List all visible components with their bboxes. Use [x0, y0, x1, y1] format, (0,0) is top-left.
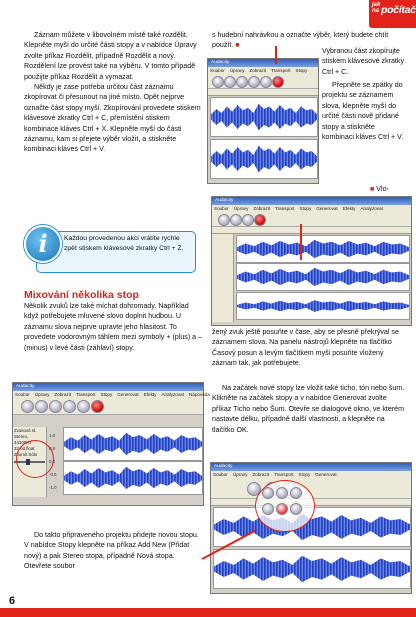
stop-button[interactable] [242, 214, 254, 226]
skip-end-button[interactable] [77, 400, 90, 413]
record-button[interactable] [91, 400, 104, 413]
record-button[interactable] [254, 214, 266, 226]
footer-bar [0, 608, 416, 617]
paragraph: Přepněte se zpátky do projektu se záznamem slova, klepněte myší do určité části nově přidané stopy a stiskněte kombinaci kláves Ctrl + V. [322, 81, 404, 142]
paragraph: Na začátek nové stopy lze vložit také ticho, tón nebo šum. Klikněte na začátek stopy a v nabídce Generovat zvolte příkaz Ticho nebo Šum. Otevře se dialogové okno, ve kterém nastavte délku, případně další vlastnosti, a klepněte na tlačítko OK. [212, 384, 405, 434]
menu-bar: Soubor Úpravy Zobrazit Transport Stopy Generovat Efekty Analyzovat [212, 205, 411, 212]
record-button[interactable] [272, 76, 284, 88]
pause-button[interactable] [212, 76, 224, 88]
highlight-circle [16, 440, 54, 478]
skip-start-button[interactable] [248, 76, 260, 88]
waveform-track[interactable] [63, 461, 203, 495]
time-shift-tool-icon[interactable] [276, 503, 288, 515]
logo-line2: na [372, 8, 380, 14]
multi-tool-icon[interactable] [290, 503, 302, 515]
window-titlebar: Audacity [13, 383, 203, 391]
screenshot-audacity-paste: Audacity Soubor Úpravy Zobrazit Transport Stopy Generovat Efekty Analyzovat [211, 196, 412, 326]
callout-line [300, 224, 302, 260]
paragraph: Několik zvuků lze také míchat dohromady. Například když potřebujete mluvené slovo doplnit hudbou. U záznamu slova nejprve upravte jeho hlasitost. To provedete vodorovným táhlem mezi symboly + (plus) a – (minus) v levé části (záhlaví) stopy. [24, 302, 203, 352]
section-heading: Mixování několika stop [24, 289, 139, 301]
pause-button[interactable] [21, 400, 34, 413]
menu-bar: Soubor Úpravy Zobrazit Transport Stopy [208, 67, 318, 74]
column2-mid2-text [212, 383, 406, 445]
stop-button[interactable] [49, 400, 62, 413]
vertical-scale: 1,0 0,5 0,0 -0,5 -1,0 [49, 433, 57, 490]
play-button[interactable] [224, 76, 236, 88]
pause-button[interactable] [218, 214, 230, 226]
menu-bar: Soubor Úpravy Zobrazit Transport Stopy Generovat [211, 471, 411, 478]
stop-button[interactable] [236, 76, 248, 88]
zoomed-tools-circle [255, 480, 315, 532]
tip-text: Každou provedenou akci vrátíte rychle zpět stiskem klávesové zkratky Ctrl + Z. [64, 235, 184, 252]
waveform-track[interactable] [213, 549, 411, 589]
selection-tool-icon[interactable] [262, 487, 274, 499]
screenshot-audacity-timeshift: Audacity Soubor Úpravy Zobrazit Transport Stopy Generovat [210, 462, 412, 594]
track-control-panel [212, 234, 234, 322]
draw-tool-icon[interactable] [290, 487, 302, 499]
skip-start-button[interactable] [63, 400, 76, 413]
play-button[interactable] [230, 214, 242, 226]
waveform-track[interactable] [210, 97, 318, 137]
paragraph: Vybranou část zkopírujte stiskem klávesové zkratky Ctrl + C. [322, 47, 404, 76]
paragraph: Do takto připraveného projektu přidejte novou stopu. V nabídce Stopy klepněte na příkaz Add New (Přidat nový) a pak Stereo stopa, případně Nová stopa. Otevřete soubor [24, 531, 199, 571]
track-control-panel: Zvuková st. Stereo, 44100Hz 32-bit float Ztlumit Sólo [13, 427, 47, 497]
zoom-tool-icon[interactable] [262, 503, 274, 515]
paragraph: žený zvuk ještě posuňte v čase, aby se přesně překrýval se záznamem slova. Na panelu nástrojů klepněte na tlačítko Časový posun a levým tlačítkem myši posuňte vložený záznam tak, jak potřebujete. [212, 328, 399, 368]
envelope-tool-icon[interactable] [276, 487, 288, 499]
column1-bottom-text [24, 530, 202, 594]
column2-narrow-text [322, 80, 406, 194]
page-number: 6 [9, 595, 16, 607]
tip-box [24, 225, 196, 277]
skip-end-button[interactable] [260, 76, 272, 88]
waveform-track[interactable] [236, 292, 410, 320]
toolbar [208, 74, 318, 89]
paragraph: Někdy je zase potřeba určitou část záznamu zkopírovat či přesunout na jiné místo. Opět nejprve označte část stopy myší. Zkopírování provedete stiskem klávesové zkratky Ctrl + C, přemístění stiskem kombinace kláves Ctrl + X. Klepněte myší do části záznamu, kam si přejete výběr vložit, a stiskněte kombinaci kláves Ctrl + V. [24, 83, 201, 154]
waveform-track[interactable] [236, 235, 410, 263]
play-button[interactable] [35, 400, 48, 413]
paragraph: Záznam můžete v libovolném místě také rozdělit. Klepněte myší do určité části stopy a v nabídce Úpravy zvolte příkaz Rozdělit, případně Rozdělit a nový. Rozdělení lze provést také na výběru. V tomto případě použijte příkaz Rozdělit a vymazat. [24, 31, 197, 81]
column2-mid-text [212, 327, 406, 382]
waveform-track[interactable] [210, 139, 318, 179]
timeline-ruler [212, 227, 411, 234]
column1-mix-text [24, 301, 202, 387]
column2-top-text: s hudební nahrávkou a označte výběr, který budete chtít použít. ■ [212, 31, 389, 50]
timeline-ruler [208, 89, 318, 96]
toolbar [212, 212, 411, 227]
info-icon: i [24, 225, 62, 263]
waveform-track[interactable] [63, 427, 203, 461]
column2-narrow-tail: ■ Vlo- [370, 185, 389, 193]
screenshot-audacity-select: Audacity Soubor Úpravy Zobrazit Transport Stopy [207, 58, 319, 184]
waveform-track[interactable] [236, 263, 410, 291]
logo-word: počítač [381, 4, 416, 16]
toolbar [13, 398, 203, 415]
menu-bar: Soubor Úpravy Zobrazit Transport Stopy Generovat Efekty Analyzovat Nápověda [15, 392, 210, 397]
callout-line [275, 46, 277, 64]
column1-top-text [24, 30, 202, 224]
column2-copy-text [322, 46, 406, 79]
logo-line1: jak [372, 2, 381, 8]
magazine-logo [369, 0, 416, 28]
text-span: s hudební nahrávkou a označte výběr, který budete chtít použít. [212, 31, 389, 50]
